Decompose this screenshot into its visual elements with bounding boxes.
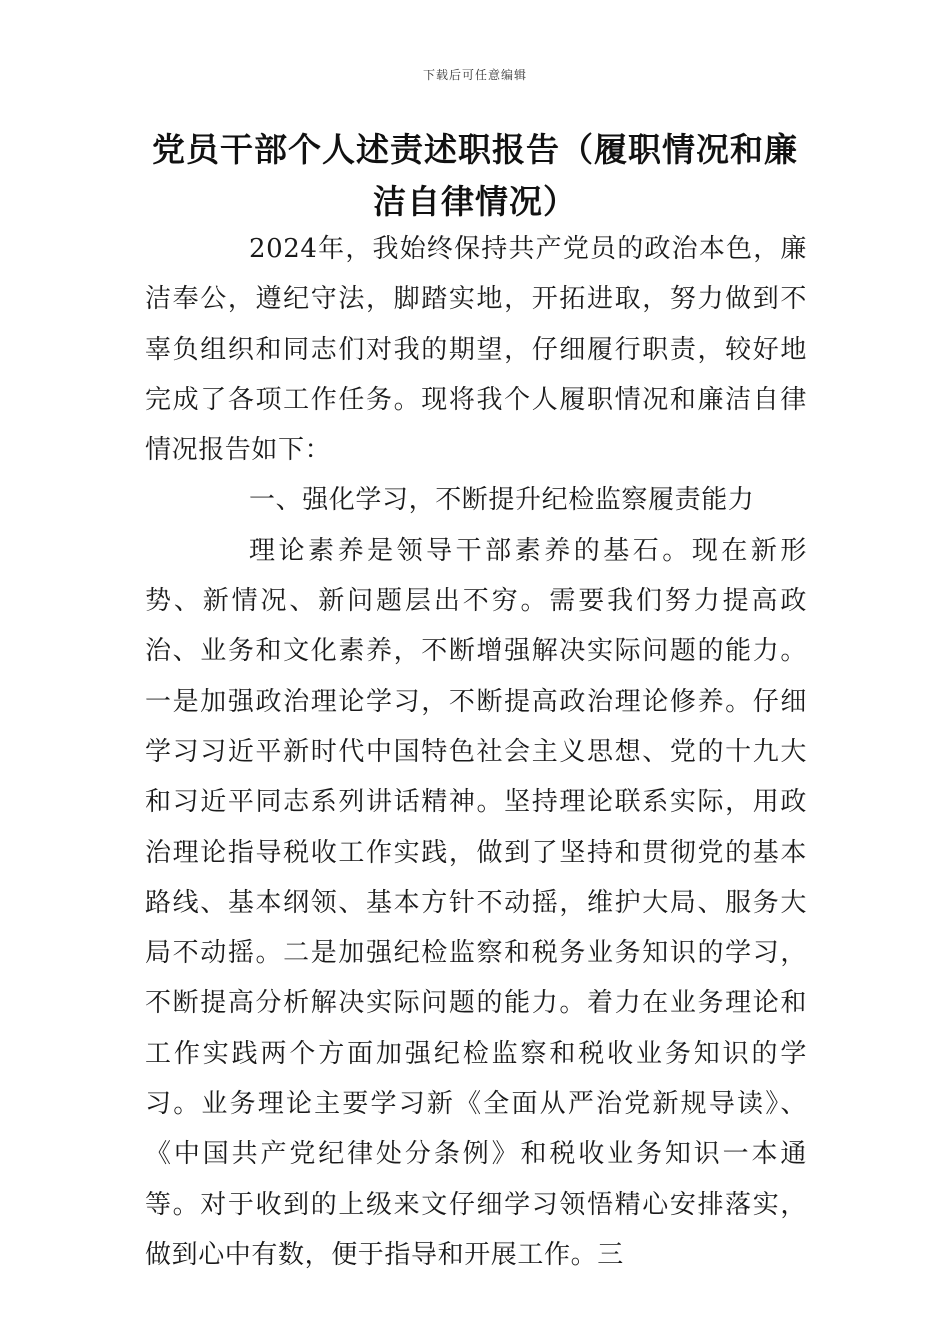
document-body [145,224,807,1280]
header-note: 下载后可任意编辑 [422,68,527,82]
section-heading: 一、强化学习，不断提升纪检监察履责能力 [249,485,755,516]
intro-paragraph: 2024年，我始终保持共产党员的政治本色，廉洁奉公，遵纪守法，脚踏实地，开拓进取，努力做到不辜负组织和同志们对我的期望，仔细履行职责，较好地完成了各项工作任务。现将我个人履职情况和廉洁自律情况报告如下： [145,234,807,466]
document-title: 党员干部个人述责述职报告（履职情况和廉洁自律情况） [152,130,798,221]
body-paragraph: 理论素养是领导干部素养的基石。现在新形势、新情况、新问题层出不穷。需要我们努力提高政治、业务和文化素养，不断增强解决实际问题的能力。一是加强政治理论学习，不断提高政治理论修养。仔细学习习近平新时代中国特色社会主义思想、党的十九大和习近平同志系列讲话精神。坚持理论联系实际，用政治理论指导税收工作实践，做到了坚持和贯彻党的基本路线、基本纲领、基本方针不动摇，维护大局、服务大局不动摇。二是加强纪检监察和税务业务知识的学习，不断提高分析解决实际问题的能力。着力在业务理论和工作实践两个方面加强纪检监察和税收业务知识的学习。业务理论主要学习新《全面从严治党新规导读》、《中国共产党纪律处分条例》和税收业务知识一本通等。对于收到的上级来文仔细学习领悟精心安排落实，做到心中有数，便于指导和开展工作。三 [145,535,807,1270]
